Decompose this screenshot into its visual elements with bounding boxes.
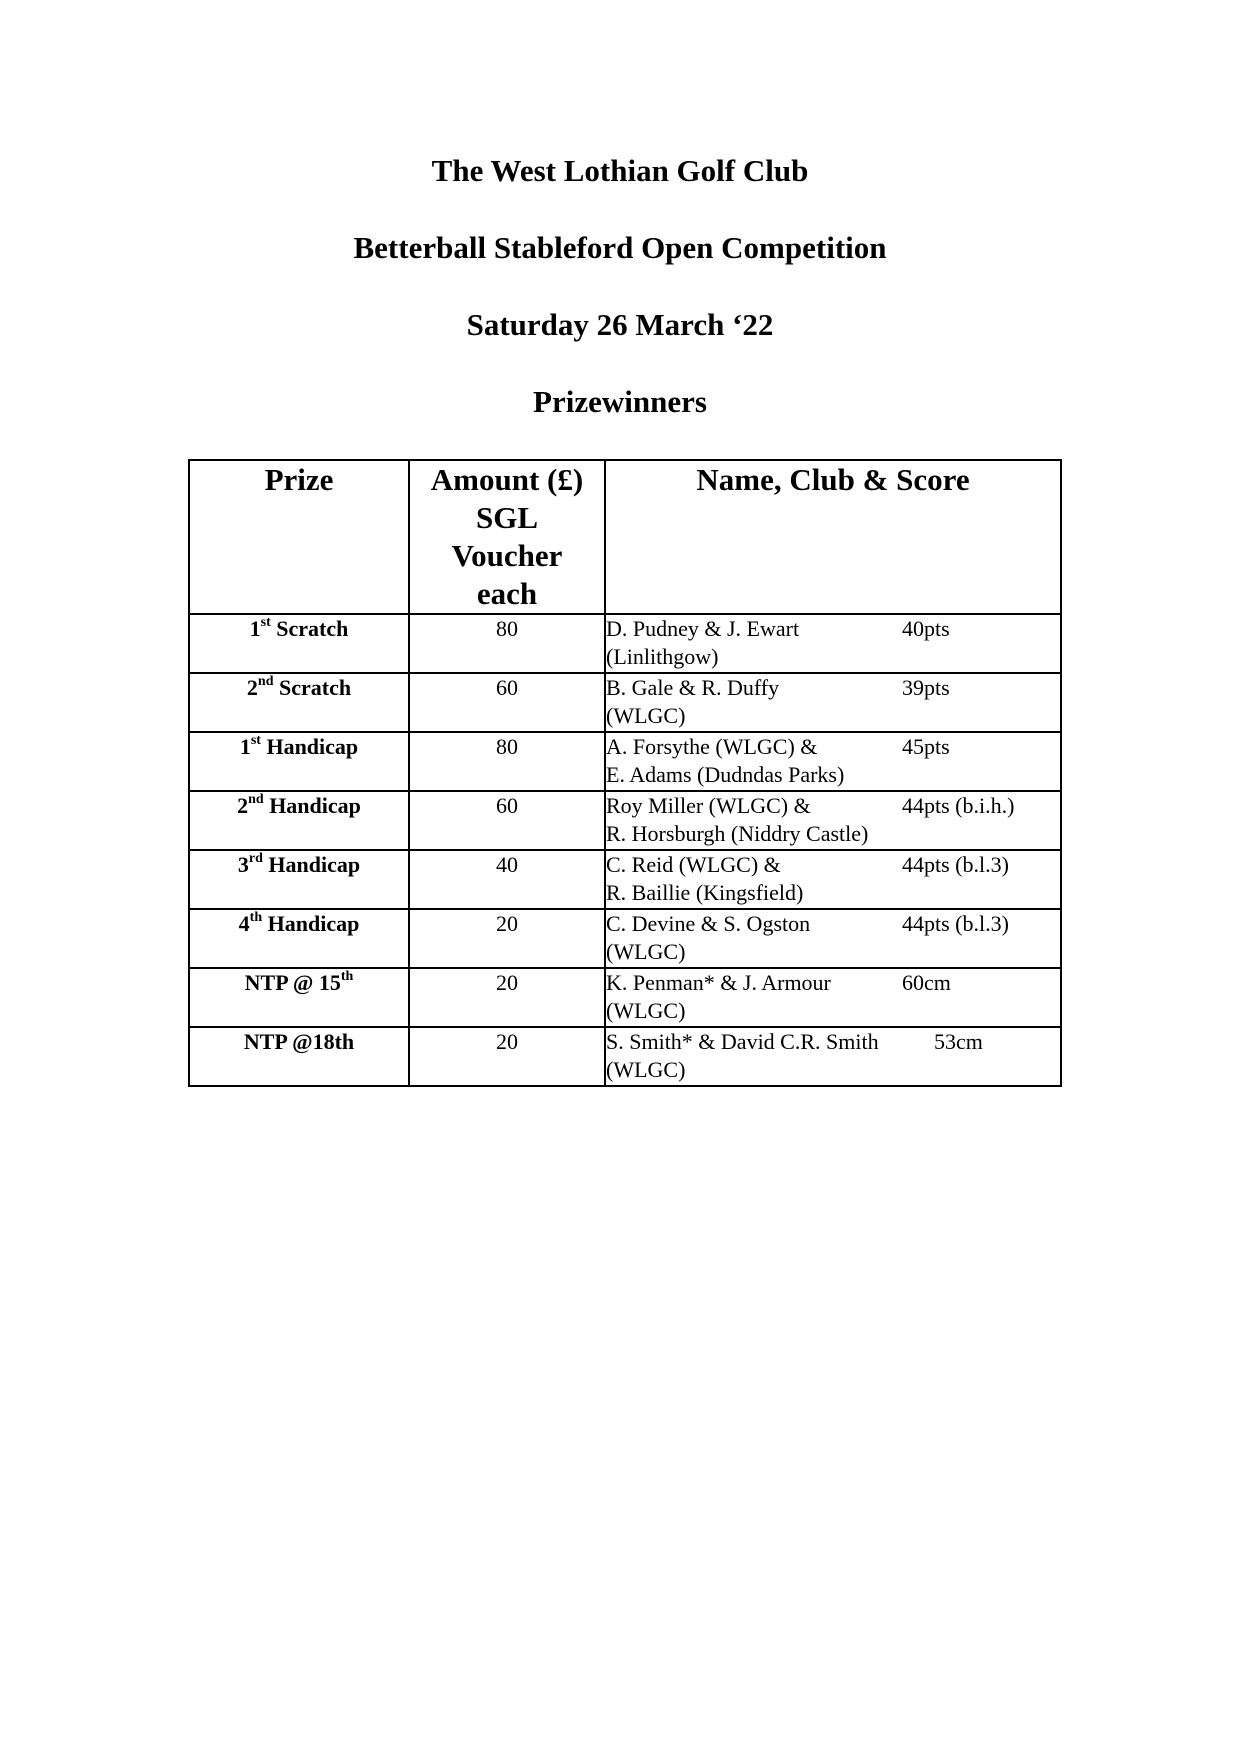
prizewinners-table <box>188 459 1062 1087</box>
amount-cell: 20 <box>409 1027 605 1086</box>
amount-cell: 40 <box>409 850 605 909</box>
winner-score: 40pts <box>902 616 950 641</box>
amount-header-line: SGL <box>475 500 539 535</box>
column-header-prize: Prize <box>189 460 409 614</box>
winner-score: 60cm <box>902 970 951 995</box>
winner-line-1 <box>606 969 1060 997</box>
amount-header-line: Voucher <box>451 538 563 573</box>
column-header-amount <box>409 460 605 614</box>
winner-cell <box>605 1027 1061 1086</box>
prize-label: NTP @ 15 <box>244 970 341 995</box>
winner-line-1 <box>606 851 1060 879</box>
prize-cell <box>189 968 409 1027</box>
competition-title: Betterball Stableford Open Competition <box>353 230 887 265</box>
table-row <box>189 1027 1061 1086</box>
prize-ordinal-suffix: th <box>340 968 354 984</box>
winner-line-2: (Linlithgow) <box>606 644 719 669</box>
amount-cell: 60 <box>409 791 605 850</box>
club-title: The West Lothian Golf Club <box>431 153 809 188</box>
winner-line-1 <box>606 910 1060 938</box>
section-title: Prizewinners <box>533 384 707 419</box>
prize-label: NTP @18th <box>243 1029 355 1054</box>
winner-cell <box>605 732 1061 791</box>
winner-names: C. Devine & S. Ogston <box>606 911 811 936</box>
prize-label: 1 <box>249 616 261 641</box>
prize-ordinal-suffix: st <box>260 614 271 630</box>
winner-line-1 <box>606 1028 1060 1056</box>
prize-label-rest: Handicap <box>262 852 361 877</box>
competition-date: Saturday 26 March ‘22 <box>466 307 774 342</box>
amount-header-line: each <box>476 576 538 611</box>
winner-line-2: R. Horsburgh (Niddry Castle) <box>606 821 869 846</box>
prize-ordinal-suffix: nd <box>257 673 274 689</box>
prize-label-rest: Handicap <box>263 793 361 818</box>
prize-label-rest: Handicap <box>260 734 359 759</box>
column-header-name: Name, Club & Score <box>605 460 1061 614</box>
prize-label: 4 <box>238 911 250 936</box>
table-row <box>189 673 1061 732</box>
prize-cell <box>189 732 409 791</box>
prize-cell <box>189 909 409 968</box>
winner-line-1 <box>606 733 1060 761</box>
amount-cell: 20 <box>409 909 605 968</box>
amount-header-line: Amount (£) <box>430 462 584 497</box>
winner-line-2: (WLGC) <box>606 1057 686 1082</box>
amount-cell: 20 <box>409 968 605 1027</box>
winner-names: C. Reid (WLGC) & <box>606 852 781 877</box>
winner-line-1 <box>606 792 1060 820</box>
winner-names: S. Smith* & David C.R. Smith <box>606 1029 879 1054</box>
winner-line-1 <box>606 674 1060 702</box>
prize-ordinal-suffix: th <box>249 909 263 925</box>
winner-names: K. Penman* & J. Armour <box>606 970 831 995</box>
winner-names: A. Forsythe (WLGC) & <box>606 734 818 759</box>
winner-score: 44pts (b.l.3) <box>902 852 1009 877</box>
winner-line-2: (WLGC) <box>606 998 686 1023</box>
table-row <box>189 968 1061 1027</box>
winner-line-2: E. Adams (Dudndas Parks) <box>606 762 845 787</box>
winner-cell <box>605 850 1061 909</box>
prize-ordinal-suffix: nd <box>248 791 264 807</box>
winner-cell <box>605 791 1061 850</box>
table-row <box>189 732 1061 791</box>
winner-cell <box>605 968 1061 1027</box>
prize-label-rest: Scratch <box>273 675 352 700</box>
winner-line-2: R. Baillie (Kingsfield) <box>606 880 804 905</box>
amount-cell: 80 <box>409 614 605 673</box>
winner-score: 44pts (b.i.h.) <box>902 793 1015 818</box>
table-header-row <box>189 460 1061 614</box>
winner-names: D. Pudney & J. Ewart <box>606 616 800 641</box>
prize-label: 3 <box>237 852 249 877</box>
prize-label: 1 <box>239 734 251 759</box>
table-body <box>189 614 1061 1086</box>
prize-label: 2 <box>237 793 249 818</box>
table-row <box>189 791 1061 850</box>
prize-label-rest: Handicap <box>262 911 360 936</box>
winner-score: 45pts <box>902 734 950 759</box>
winner-score: 39pts <box>902 675 950 700</box>
prize-label-rest: Scratch <box>270 616 349 641</box>
prize-cell <box>189 850 409 909</box>
prize-cell <box>189 673 409 732</box>
prize-cell <box>189 1027 409 1086</box>
prize-label: 2 <box>246 675 258 700</box>
winner-cell <box>605 614 1061 673</box>
winner-score: 44pts (b.l.3) <box>902 911 1009 936</box>
amount-cell: 80 <box>409 732 605 791</box>
winner-cell <box>605 909 1061 968</box>
winner-line-1 <box>606 615 1060 643</box>
table-row <box>189 850 1061 909</box>
winner-cell <box>605 673 1061 732</box>
prize-ordinal-suffix: rd <box>248 850 263 866</box>
table-row <box>189 614 1061 673</box>
prize-ordinal-suffix: st <box>250 732 261 748</box>
table-row <box>189 909 1061 968</box>
winner-line-2: (WLGC) <box>606 939 686 964</box>
winner-names: B. Gale & R. Duffy <box>606 675 780 700</box>
amount-cell: 60 <box>409 673 605 732</box>
prize-cell <box>189 791 409 850</box>
winner-names: Roy Miller (WLGC) & <box>606 793 811 818</box>
winner-score: 53cm <box>934 1029 983 1054</box>
winner-line-2: (WLGC) <box>606 703 686 728</box>
prize-cell <box>189 614 409 673</box>
